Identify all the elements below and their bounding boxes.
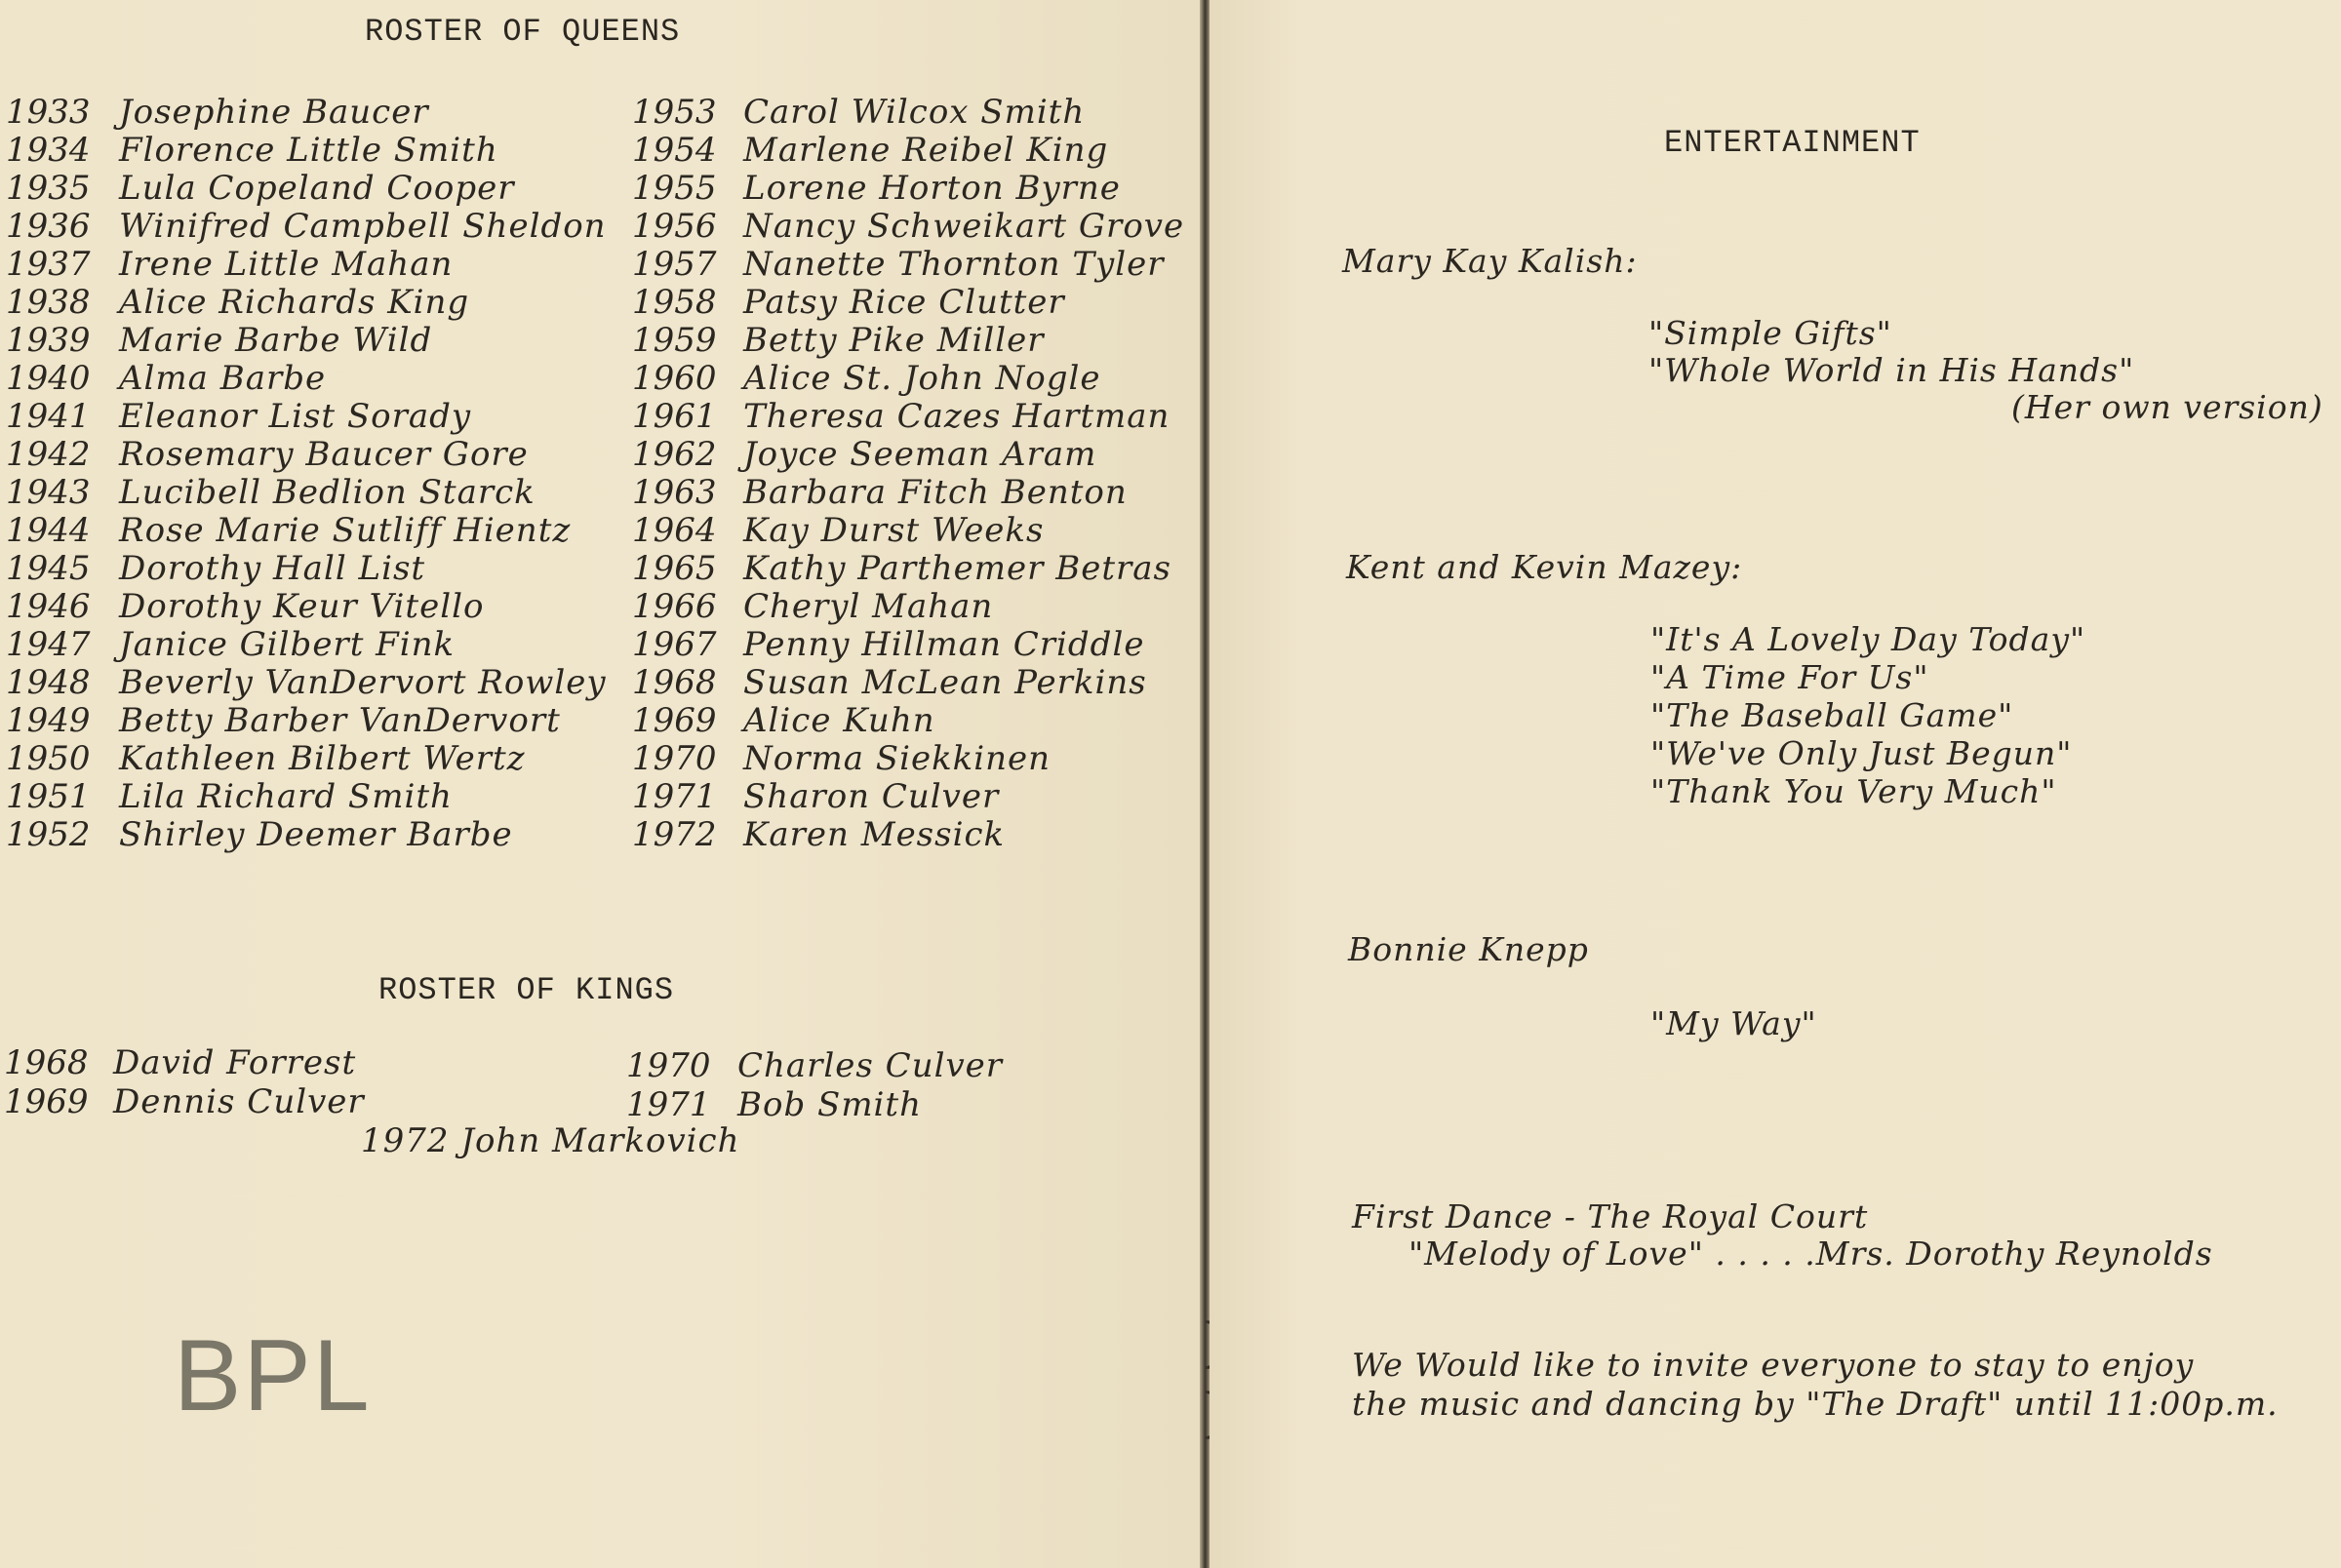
song-title: "We've Only Just Begun" — [1650, 734, 2073, 772]
bpl-watermark: BPL — [174, 1319, 372, 1432]
year: 1947 — [6, 625, 91, 664]
queen-name: Karen Messick — [743, 815, 1006, 854]
year: 1967 — [632, 625, 717, 664]
queen-name: Carol Wilcox Smith — [743, 93, 1086, 132]
queen-name: Penny Hillman Criddle — [743, 625, 1145, 664]
queens-roster-title: ROSTER OF QUEENS — [365, 14, 681, 50]
year: 1944 — [6, 511, 91, 550]
queen-name: Shirley Deemer Barbe — [119, 815, 513, 854]
year: 1963 — [632, 473, 717, 512]
year: 1957 — [632, 245, 717, 284]
queen-name: Lorene Horton Byrne — [743, 169, 1121, 208]
queen-name: Alice St. John Nogle — [743, 359, 1101, 398]
queen-name: Rosemary Baucer Gore — [119, 435, 529, 474]
queen-name: Lila Richard Smith — [119, 777, 453, 816]
year: 1940 — [6, 359, 91, 398]
king-name: David Forrest — [113, 1043, 357, 1082]
queen-name: Florence Little Smith — [119, 131, 498, 170]
year: 1936 — [6, 207, 91, 246]
first-dance-line: First Dance - The Royal Court — [1352, 1197, 1869, 1235]
song-title: "It's A Lovely Day Today" — [1650, 620, 2086, 658]
year: 1971 — [626, 1085, 711, 1124]
year: 1933 — [6, 93, 91, 132]
queen-name: Janice Gilbert Fink — [119, 625, 456, 664]
year: 1970 — [632, 739, 717, 778]
year: 1955 — [632, 169, 717, 208]
year: 1946 — [6, 587, 91, 626]
queen-name: Rose Marie Sutliff Hientz — [119, 511, 572, 550]
queen-name: Beverly VanDervort Rowley — [119, 663, 607, 702]
year: 1956 — [632, 207, 717, 246]
performer-name: Bonnie Knepp — [1348, 930, 1589, 968]
queen-name: Winifred Campbell Sheldon — [119, 207, 607, 246]
year: 1934 — [6, 131, 91, 170]
queen-name: Marie Barbe Wild — [119, 321, 433, 360]
song-note: (Her own version) — [2011, 388, 2323, 426]
queen-name: Dorothy Hall List — [119, 549, 426, 588]
king-name: Bob Smith — [737, 1085, 922, 1124]
year: 1941 — [6, 397, 91, 436]
kings-roster-title: ROSTER OF KINGS — [378, 972, 675, 1008]
year: 1969 — [632, 701, 717, 740]
song-title: "My Way" — [1650, 1004, 1817, 1042]
year: 1958 — [632, 283, 717, 322]
closing-invitation-line: We Would like to invite everyone to stay to enjoy — [1352, 1346, 2195, 1384]
year: 1965 — [632, 549, 717, 588]
right-page — [1210, 0, 2341, 1568]
year: 1970 — [626, 1046, 711, 1085]
queen-name: Kay Durst Weeks — [743, 511, 1045, 550]
song-title: "A Time For Us" — [1650, 658, 1929, 696]
queen-name: Patsy Rice Clutter — [743, 283, 1065, 322]
queen-name: Alice Kuhn — [743, 701, 935, 740]
song-title: "The Baseball Game" — [1650, 696, 2014, 734]
year: 1939 — [6, 321, 91, 360]
year: 1943 — [6, 473, 91, 512]
year: 1964 — [632, 511, 717, 550]
song-title: "Thank You Very Much" — [1650, 772, 2057, 810]
year: 1954 — [632, 131, 717, 170]
year: 1968 — [4, 1043, 89, 1082]
year: 1968 — [632, 663, 717, 702]
year: 1935 — [6, 169, 91, 208]
song-title: "Whole World in His Hands" — [1648, 351, 2135, 389]
queen-name: Betty Pike Miller — [743, 321, 1045, 360]
king-1972-line: 1972 John Markovich — [361, 1121, 740, 1160]
year: 1942 — [6, 435, 91, 474]
year: 1945 — [6, 549, 91, 588]
queen-name: Alice Richards King — [119, 283, 470, 322]
year: 1969 — [4, 1082, 89, 1121]
performer-name: Mary Kay Kalish: — [1342, 242, 1638, 280]
year: 1937 — [6, 245, 91, 284]
year: 1972 — [632, 815, 717, 854]
queen-name: Nancy Schweikart Grove — [743, 207, 1185, 246]
queen-name: Marlene Reibel King — [743, 131, 1109, 170]
queen-name: Sharon Culver — [743, 777, 1000, 816]
year: 1960 — [632, 359, 717, 398]
year: 1966 — [632, 587, 717, 626]
song-title: "Simple Gifts" — [1648, 314, 1892, 352]
entertainment-title: ENTERTAINMENT — [1664, 125, 1921, 161]
queen-name: Dorothy Keur Vitello — [119, 587, 485, 626]
queen-name: Cheryl Mahan — [743, 587, 994, 626]
year: 1952 — [6, 815, 91, 854]
queen-name: Lula Copeland Cooper — [119, 169, 515, 208]
year: 1949 — [6, 701, 91, 740]
queen-name: Irene Little Mahan — [119, 245, 454, 284]
queen-name: Norma Siekkinen — [743, 739, 1051, 778]
queen-name: Kathy Parthemer Betras — [743, 549, 1171, 588]
year: 1961 — [632, 397, 717, 436]
queen-name: Joyce Seeman Aram — [743, 435, 1097, 474]
year: 1953 — [632, 93, 717, 132]
year: 1950 — [6, 739, 91, 778]
king-name: Dennis Culver — [113, 1082, 365, 1121]
queen-name: Nanette Thornton Tyler — [743, 245, 1165, 284]
year: 1962 — [632, 435, 717, 474]
year: 1948 — [6, 663, 91, 702]
performer-name: Kent and Kevin Mazey: — [1346, 548, 1743, 586]
queen-name: Barbara Fitch Benton — [743, 473, 1128, 512]
queen-name: Theresa Cazes Hartman — [743, 397, 1170, 436]
king-name: Charles Culver — [737, 1046, 1004, 1085]
closing-invitation-line: the music and dancing by "The Draft" until 11:00p.m. — [1352, 1385, 2279, 1423]
first-dance-song-line: "Melody of Love" . . . . .Mrs. Dorothy Reynolds — [1409, 1235, 2213, 1273]
queen-name: Susan McLean Perkins — [743, 663, 1147, 702]
year: 1959 — [632, 321, 717, 360]
year: 1971 — [632, 777, 717, 816]
queen-name: Alma Barbe — [119, 359, 327, 398]
queen-name: Eleanor List Sorady — [119, 397, 472, 436]
queen-name: Josephine Baucer — [119, 93, 429, 132]
queen-name: Lucibell Bedlion Starck — [119, 473, 536, 512]
queen-name: Kathleen Bilbert Wertz — [119, 739, 526, 778]
year: 1951 — [6, 777, 91, 816]
queen-name: Betty Barber VanDervort — [119, 701, 561, 740]
year: 1938 — [6, 283, 91, 322]
